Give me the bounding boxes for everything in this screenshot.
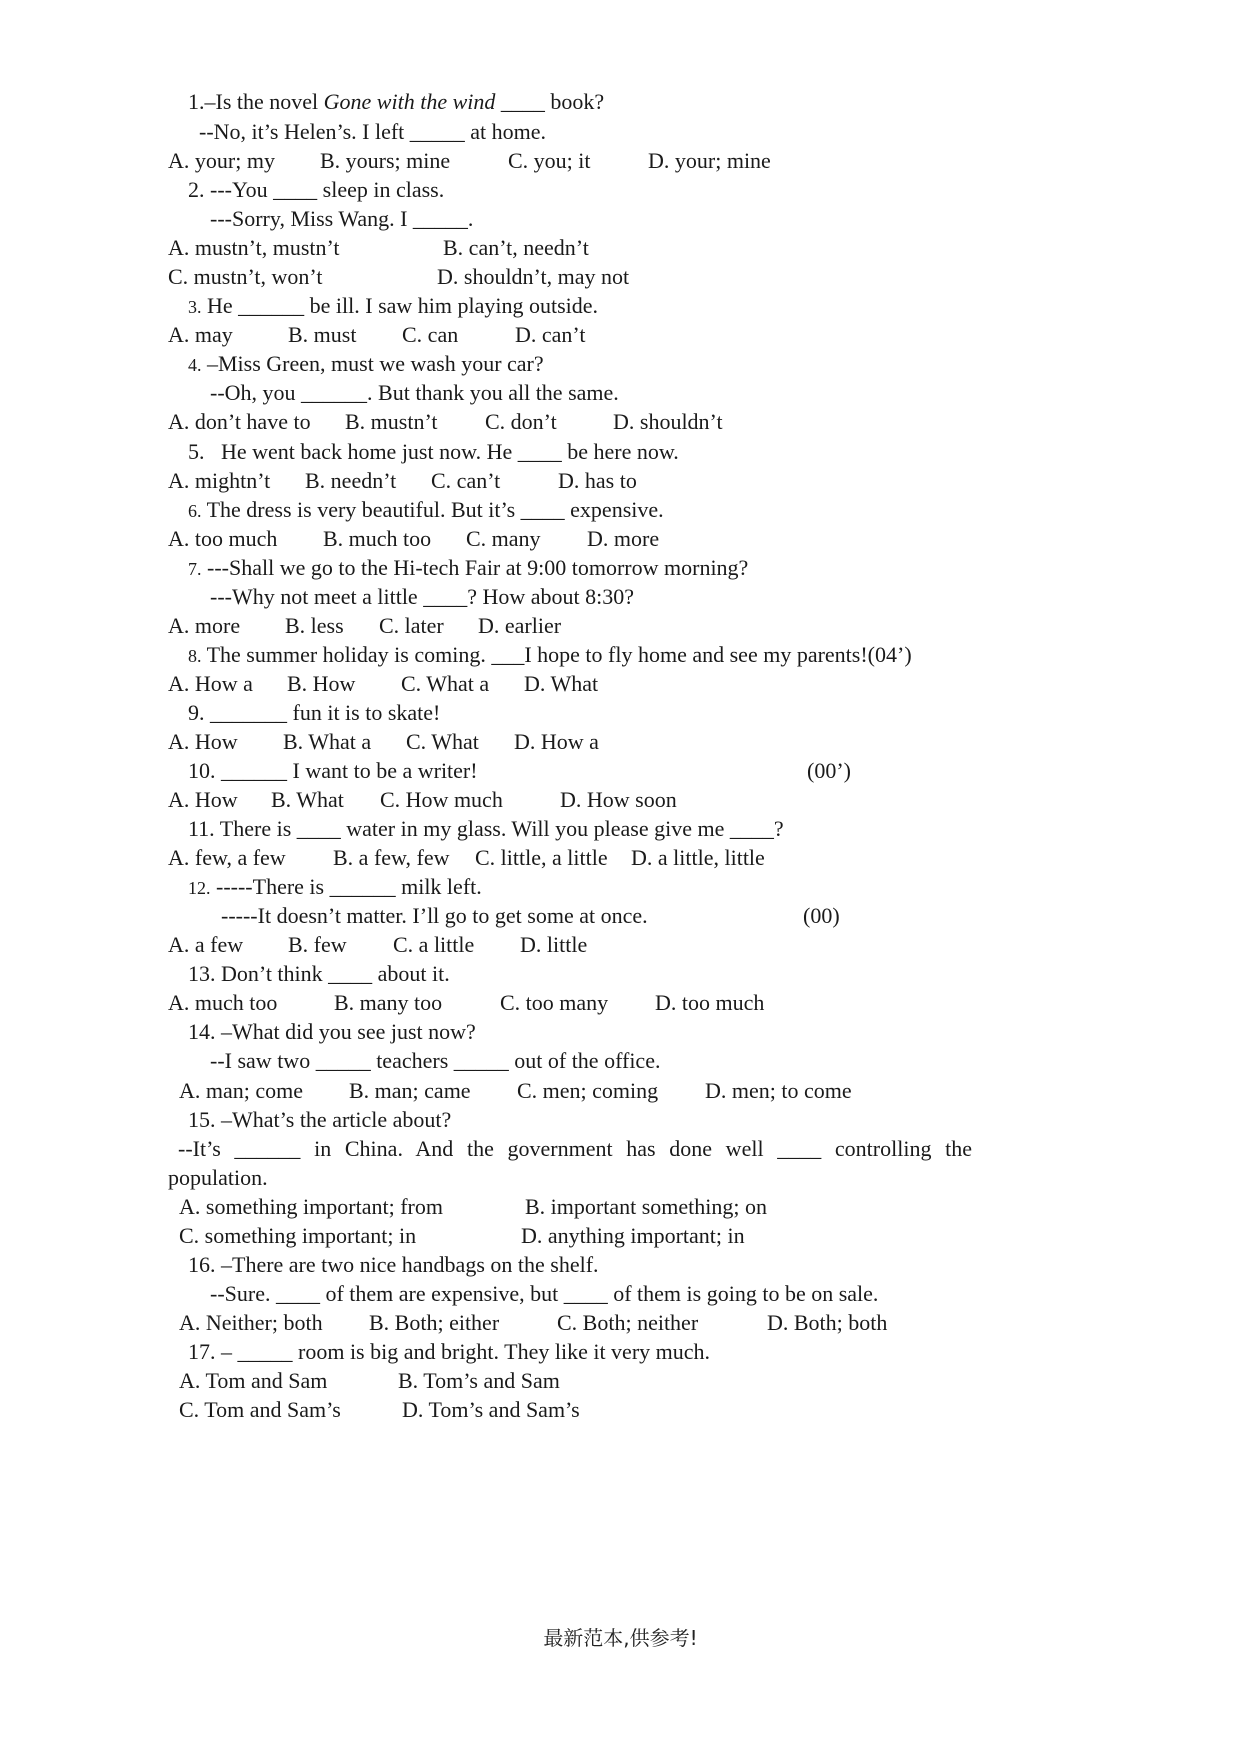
q1-option-a: A. your; my	[168, 148, 275, 173]
q2-option-d: D. shouldn’t, may not	[437, 264, 630, 289]
question-10: 10. ______ I want to be a writer!	[188, 758, 478, 783]
q7-option-b: B. less	[285, 613, 344, 638]
q3-option-c: C. can	[402, 322, 459, 347]
question-7-response: ---Why not meet a little ____? How about 8:30?	[188, 584, 634, 609]
question-6-number: 6.	[188, 501, 202, 521]
q11-option-a: A. few, a few	[168, 845, 286, 870]
question-4-response: --Oh, you ______. But thank you all the same.	[188, 380, 619, 405]
question-8-number: 8.	[188, 646, 202, 666]
q1-option-b: B. yours; mine	[320, 148, 451, 173]
q6-option-a: A. too much	[168, 526, 278, 551]
q5-option-c: C. can’t	[431, 468, 501, 493]
q9-option-c: C. What	[406, 729, 479, 754]
q4-option-b: B. mustn’t	[345, 409, 438, 434]
q14-option-d: D. men; to come	[705, 1078, 852, 1103]
q4-option-d: D. shouldn’t	[613, 409, 723, 434]
q3-option-a: A. may	[168, 322, 233, 347]
question-7-text: ---Shall we go to the Hi-tech Fair at 9:00 tomorrow morning?	[201, 555, 749, 580]
question-7-number: 7.	[188, 559, 202, 579]
q4-option-c: C. don’t	[485, 409, 557, 434]
q17-option-a: A. Tom and Sam	[179, 1368, 328, 1393]
q13-option-b: B. many too	[334, 990, 443, 1015]
question-12-text: -----There is ______ milk left.	[210, 874, 482, 899]
question-2-response: ---Sorry, Miss Wang. I _____.	[188, 206, 474, 231]
q17-option-d: D. Tom’s and Sam’s	[402, 1397, 580, 1422]
question-14-response: --I saw two _____ teachers _____ out of the office.	[188, 1048, 661, 1073]
q3-option-d: D. can’t	[515, 322, 586, 347]
question-10-note: (00’)	[807, 758, 851, 783]
q16-option-b: B. Both; either	[369, 1310, 500, 1335]
q15-option-d: D. anything important; in	[521, 1223, 745, 1248]
book-title: Gone with the wind	[323, 89, 496, 114]
q16-option-d: D. Both; both	[767, 1310, 888, 1335]
q15-option-b: B. important something; on	[525, 1194, 767, 1219]
q1-option-c: C. you; it	[508, 148, 591, 173]
q2-option-c: C. mustn’t, won’t	[168, 264, 323, 289]
question-11: 11. There is ____ water in my glass. Will you please give me ____?	[188, 816, 784, 841]
q3-option-b: B. must	[288, 322, 357, 347]
question-6-text: The dress is very beautiful. But it’s ____ expensive.	[201, 497, 664, 522]
q16-option-c: C. Both; neither	[557, 1310, 699, 1335]
q7-option-d: D. earlier	[478, 613, 562, 638]
q12-option-d: D. little	[520, 932, 588, 957]
q1-option-d: D. your; mine	[648, 148, 771, 173]
question-2: 2. ---You ____ sleep in class.	[188, 177, 445, 202]
page-footer: 最新范本,供参考!	[543, 1626, 698, 1650]
q12-option-a: A. a few	[168, 932, 244, 957]
question-16-response: --Sure. ____ of them are expensive, but ____ of them is going to be on sale.	[188, 1281, 879, 1306]
q10-option-a: A. How	[168, 787, 238, 812]
question-15-response-cont: population.	[168, 1165, 268, 1190]
question-15-response: --It’s ______ in China. And the government has done well ____ controlling the	[178, 1136, 972, 1161]
q5-option-a: A. mightn’t	[168, 468, 271, 493]
q13-option-a: A. much too	[168, 990, 278, 1015]
q9-option-a: A. How	[168, 729, 238, 754]
q2-option-a: A. mustn’t, mustn’t	[168, 235, 340, 260]
q7-option-c: C. later	[379, 613, 444, 638]
q6-option-b: B. much too	[323, 526, 432, 551]
question-12-number: 12.	[188, 878, 211, 898]
q2-option-b: B. can’t, needn’t	[443, 235, 589, 260]
q6-option-d: D. more	[587, 526, 660, 551]
q11-option-d: D. a little, little	[631, 845, 765, 870]
question-14: 14. –What did you see just now?	[188, 1019, 476, 1044]
question-8-text: The summer holiday is coming. ___I hope to fly home and see my parents!(04’)	[201, 642, 912, 667]
q11-option-c: C. little, a little	[475, 845, 608, 870]
q17-option-b: B. Tom’s and Sam	[398, 1368, 560, 1393]
question-3-number: 3.	[188, 297, 202, 317]
q8-option-a: A. How a	[168, 671, 253, 696]
question-1-text-b: ____ book?	[495, 89, 605, 114]
question-3-text: He ______ be ill. I saw him playing outside.	[201, 293, 599, 318]
q14-option-b: B. man; came	[349, 1078, 471, 1103]
q10-option-d: D. How soon	[560, 787, 677, 812]
question-1-text-a: 1.–Is the novel	[188, 89, 324, 114]
q13-option-d: D. too much	[655, 990, 765, 1015]
q5-option-b: B. needn’t	[305, 468, 397, 493]
q8-option-c: C. What a	[401, 671, 490, 696]
question-12-note: (00)	[803, 903, 840, 928]
q10-option-b: B. What	[271, 787, 344, 812]
q9-option-d: D. How a	[514, 729, 599, 754]
q14-option-a: A. man; come	[179, 1078, 304, 1103]
question-12-response: -----It doesn’t matter. I’ll go to get some at once.	[188, 903, 648, 928]
q15-option-c: C. something important; in	[179, 1223, 417, 1248]
q13-option-c: C. too many	[500, 990, 609, 1015]
q15-option-a: A. something important; from	[179, 1194, 443, 1219]
q10-option-c: C. How much	[380, 787, 503, 812]
q9-option-b: B. What a	[283, 729, 372, 754]
question-1-response: --No, it’s Helen’s. I left _____ at home.	[188, 119, 547, 144]
q6-option-c: C. many	[466, 526, 541, 551]
question-13: 13. Don’t think ____ about it.	[188, 961, 450, 986]
question-15: 15. –What’s the article about?	[188, 1107, 452, 1132]
q8-option-d: D. What	[524, 671, 599, 696]
question-17: 17. – _____ room is big and bright. They like it very much.	[188, 1339, 711, 1364]
question-4-text: –Miss Green, must we wash your car?	[201, 351, 544, 376]
q14-option-c: C. men; coming	[517, 1078, 659, 1103]
q7-option-a: A. more	[168, 613, 241, 638]
q12-option-c: C. a little	[393, 932, 475, 957]
question-9: 9. _______ fun it is to skate!	[188, 700, 441, 725]
question-5: 5. He went back home just now. He ____ be here now.	[188, 439, 679, 464]
q5-option-d: D. has to	[558, 468, 637, 493]
question-16: 16. –There are two nice handbags on the shelf.	[188, 1252, 599, 1277]
question-4-number: 4.	[188, 355, 202, 375]
q4-option-a: A. don’t have to	[168, 409, 311, 434]
q17-option-c: C. Tom and Sam’s	[179, 1397, 341, 1422]
question-1	[188, 86, 604, 118]
q8-option-b: B. How	[287, 671, 356, 696]
q12-option-b: B. few	[288, 932, 347, 957]
q16-option-a: A. Neither; both	[179, 1310, 323, 1335]
q11-option-b: B. a few, few	[333, 845, 450, 870]
